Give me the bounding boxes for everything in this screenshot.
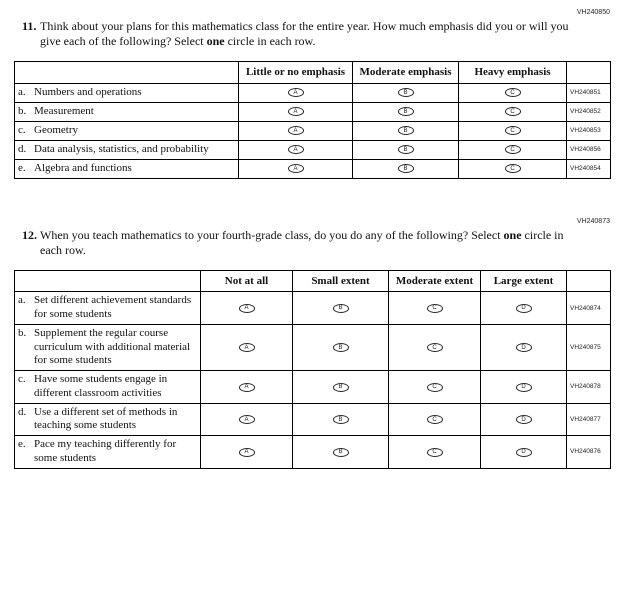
- response-bubble[interactable]: B: [398, 107, 414, 116]
- response-bubble[interactable]: C: [427, 343, 443, 352]
- q11-header-blank: [15, 62, 239, 84]
- column-header: Large extent: [481, 270, 567, 292]
- question-11-text: Think about your plans for this mathematics class for the entire year. How much emphasis did you or will you give each of the following? Select one circle in each row.: [40, 19, 569, 48]
- q11-header-row: [15, 62, 611, 84]
- response-bubble[interactable]: D: [516, 383, 532, 392]
- form-code-q12: VH240873: [576, 217, 610, 225]
- response-bubble[interactable]: C: [427, 383, 443, 392]
- row-code: VH240876: [567, 436, 611, 469]
- row-label: a. Numbers and operations: [15, 83, 239, 102]
- column-header: Small extent: [293, 270, 389, 292]
- row-label: e. Pace my teaching differently for some students: [15, 436, 201, 469]
- response-bubble[interactable]: A: [239, 343, 255, 352]
- table-row: [15, 159, 611, 178]
- response-bubble[interactable]: C: [505, 145, 521, 154]
- table-row: [15, 140, 611, 159]
- row-code: VH240878: [567, 371, 611, 404]
- row-label: a. Set different achievement standards for some students: [15, 292, 201, 325]
- response-bubble[interactable]: A: [288, 88, 304, 97]
- response-bubble[interactable]: B: [333, 448, 349, 457]
- row-label: e. Algebra and functions: [15, 159, 239, 178]
- response-bubble[interactable]: A: [239, 448, 255, 457]
- column-header: Not at all: [201, 270, 293, 292]
- response-bubble[interactable]: A: [239, 304, 255, 313]
- response-bubble[interactable]: B: [333, 383, 349, 392]
- q11-header-code-blank: [567, 62, 611, 84]
- response-bubble[interactable]: B: [398, 145, 414, 154]
- question-12: [14, 228, 610, 258]
- response-bubble[interactable]: C: [427, 448, 443, 457]
- table-row: [15, 371, 611, 404]
- table-row: [15, 102, 611, 121]
- response-bubble[interactable]: D: [516, 304, 532, 313]
- table-row: [15, 436, 611, 469]
- row-code: VH240853: [567, 121, 611, 140]
- column-header: Moderate emphasis: [353, 62, 459, 84]
- column-header: Heavy emphasis: [459, 62, 567, 84]
- table-row: [15, 292, 611, 325]
- question-12-text: When you teach mathematics to your fourth-grade class, do you do any of the following? Select one circle in each row.: [40, 227, 564, 257]
- q12-table: [14, 270, 611, 469]
- row-label: d. Data analysis, statistics, and probability: [15, 140, 239, 159]
- response-bubble[interactable]: A: [239, 383, 255, 392]
- question-11: [14, 19, 610, 49]
- column-header: Little or no emphasis: [239, 62, 353, 84]
- response-bubble[interactable]: B: [333, 343, 349, 352]
- row-code: VH240852: [567, 102, 611, 121]
- response-bubble[interactable]: A: [288, 126, 304, 135]
- row-code: VH240875: [567, 324, 611, 370]
- row-code: VH240874: [567, 292, 611, 325]
- row-label: c. Geometry: [15, 121, 239, 140]
- response-bubble[interactable]: B: [398, 88, 414, 97]
- row-label: b. Measurement: [15, 102, 239, 121]
- response-bubble[interactable]: B: [333, 415, 349, 424]
- response-bubble[interactable]: C: [427, 304, 443, 313]
- row-label: b. Supplement the regular course curriculum with additional material for some students: [15, 324, 201, 370]
- response-bubble[interactable]: A: [288, 164, 304, 173]
- table-row: [15, 83, 611, 102]
- response-bubble[interactable]: C: [505, 107, 521, 116]
- row-code: VH240856: [567, 140, 611, 159]
- row-label: c. Have some students engage in different classroom activities: [15, 371, 201, 404]
- response-bubble[interactable]: D: [516, 448, 532, 457]
- row-code: VH240854: [567, 159, 611, 178]
- row-label: d. Use a different set of methods in teaching some students: [15, 403, 201, 436]
- response-bubble[interactable]: B: [398, 164, 414, 173]
- form-code-q11: VH240850: [576, 9, 610, 16]
- response-bubble[interactable]: C: [427, 415, 443, 424]
- response-bubble[interactable]: C: [505, 126, 521, 135]
- column-header: Moderate extent: [389, 270, 481, 292]
- row-code: VH240851: [567, 83, 611, 102]
- table-row: [15, 403, 611, 436]
- q11-table: [14, 61, 611, 179]
- table-row: [15, 121, 611, 140]
- row-code: VH240877: [567, 403, 611, 436]
- response-bubble[interactable]: D: [516, 343, 532, 352]
- q12-header-row: [15, 270, 611, 292]
- q12-header-code-blank: [567, 270, 611, 292]
- response-bubble[interactable]: A: [288, 145, 304, 154]
- question-11-number: 11.: [22, 19, 37, 33]
- response-bubble[interactable]: D: [516, 415, 532, 424]
- response-bubble[interactable]: B: [333, 304, 349, 313]
- table-row: [15, 324, 611, 370]
- response-bubble[interactable]: B: [398, 126, 414, 135]
- q12-header-blank: [15, 270, 201, 292]
- response-bubble[interactable]: A: [288, 107, 304, 116]
- response-bubble[interactable]: A: [239, 415, 255, 424]
- question-12-number: 12.: [22, 227, 37, 242]
- response-bubble[interactable]: C: [505, 88, 521, 97]
- response-bubble[interactable]: C: [505, 164, 521, 173]
